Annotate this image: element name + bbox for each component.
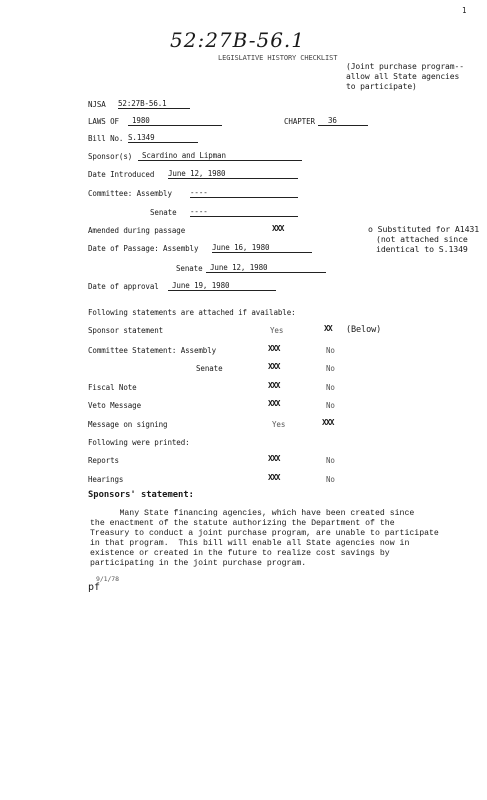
statement-no: No [326,364,335,373]
statement-label: Sponsor statement [88,326,164,335]
bill-value: S.1349 [128,133,198,143]
note-line-2: allow all State agencies [346,72,460,81]
statement-no: No [326,383,335,392]
passage-label: Date of Passage: Assembly [88,244,199,253]
chapter-label: CHAPTER [284,117,315,126]
statement-yes: XXX [268,381,280,390]
statement-label: Senate [196,364,223,373]
handwritten-reference: 52:27B-56.1 [170,28,305,52]
printed-label: Reports [88,456,119,465]
printed-heading: Following were printed: [88,438,190,447]
statement-line: Treasury to conduct a joint purchase program, are unable to participate [90,529,439,538]
statement-extra: (Below) [346,325,382,335]
amended-label: Amended during passage [88,226,186,235]
printed-no: No [326,456,335,465]
statement-line: Many State financing agencies, which have been created since [90,509,415,518]
statement-no: XXX [322,418,334,427]
laws-label: LAWS OF [88,117,119,126]
footer-date: 9/1/78 [96,575,119,583]
statement-yes: XXX [268,362,280,371]
committee-senate-value: ---- [190,207,298,217]
passage-senate-value: June 12, 1980 [206,263,326,273]
corner-mark: 1 [462,6,467,15]
approval-value: June 19, 1980 [168,281,276,291]
bill-label: Bill No. [88,134,124,143]
printed-yes: XXX [268,473,280,482]
chapter-value: 36 [318,116,368,126]
substituted-line-3: identical to S.1349 [376,244,468,254]
statement-line: the enactment of the statute authorizing the Department of the [90,519,395,528]
committee-assembly-value: ---- [190,188,298,198]
sponsors-statement-heading: Sponsors' statement: [88,490,194,500]
committee-senate-label: Senate [150,208,177,217]
printed-no: No [326,475,335,484]
statement-line: existence or created in the future to realize cost savings by [90,549,390,558]
attached-heading: Following statements are attached if available: [88,308,296,317]
statement-label: Fiscal Note [88,383,137,392]
njsa-value: 52:27B-56.1 [118,99,190,109]
approval-label: Date of approval [88,282,159,291]
date-introduced-label: Date Introduced [88,170,155,179]
statement-label: Committee Statement: Assembly [88,346,217,355]
statement-yes: XXX [268,399,280,408]
statement-line: in that program. This bill will enable all State agencies now in [90,539,410,548]
checklist-title: LEGISLATIVE HISTORY CHECKLIST [218,54,338,62]
statement-no: XX [324,324,332,333]
statement-label: Veto Message [88,401,141,410]
footer-initials: pf [88,582,101,593]
sponsor-label: Sponsor(s) [88,152,133,161]
statement-line: participating in the joint purchase program. [90,559,307,568]
note-line-3: to participate) [346,82,417,91]
statement-yes: XXX [268,344,280,353]
njsa-label: NJSA [88,100,106,109]
substituted-line-1: o Substituted for A1431 [368,224,480,234]
printed-label: Hearings [88,475,124,484]
note-line-1: (Joint purchase program-- [346,62,464,71]
printed-yes: XXX [268,454,280,463]
laws-value: 1980 [128,116,222,126]
amended-value: XXX [272,224,284,233]
statement-no: No [326,346,335,355]
substituted-line-2: (not attached since [376,234,468,244]
committee-label: Committee: Assembly [88,189,172,198]
passage-assembly-value: June 16, 1980 [212,243,312,253]
statement-label: Message on signing [88,420,168,429]
sponsor-value: Scardino and Lipman [138,151,302,161]
statement-no: No [326,401,335,410]
statement-yes: Yes [270,326,284,335]
passage-senate-label: Senate [176,264,203,273]
statement-yes: Yes [272,420,286,429]
date-introduced-value: June 12, 1980 [168,169,298,179]
